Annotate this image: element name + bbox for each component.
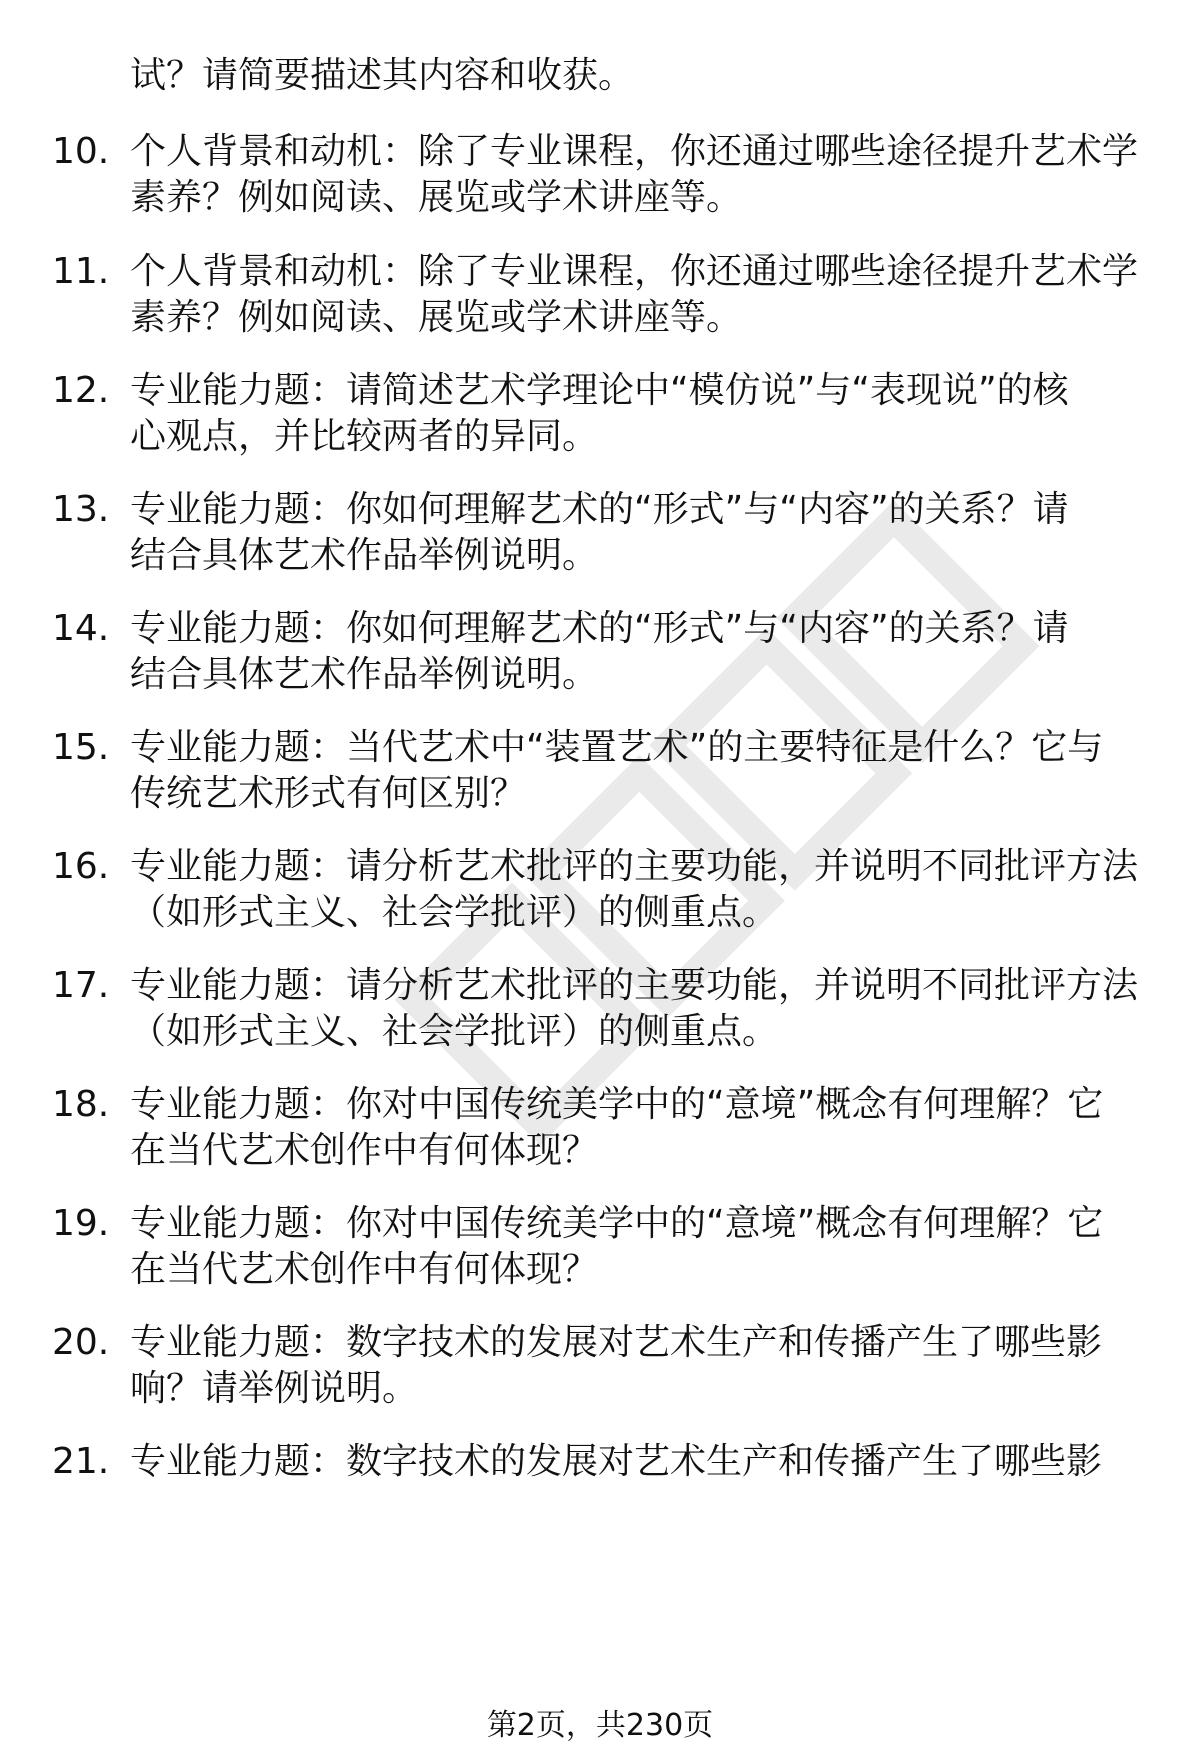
item-text-line1: 专业能力题：你对中国传统美学中的“意境”概念有何理解？它 (130, 1084, 1104, 1125)
item-text-line1: 专业能力题：你如何理解艺术的“形式”与“内容”的关系？请 (130, 489, 1069, 530)
item-number: 11. (52, 251, 110, 292)
item-number: 15. (52, 727, 110, 768)
continuation-text: 试？请简要描述其内容和收获。 (130, 55, 635, 96)
item-text-line1: 个人背景和动机：除了专业课程，你还通过哪些途径提升艺术学 (130, 251, 1139, 292)
item-text-line2: 素养？例如阅读、展览或学术讲座等。 (130, 177, 743, 218)
item-text-line2: 结合具体艺术作品举例说明。 (130, 535, 599, 576)
item-text-line1: 专业能力题：请简述艺术学理论中“模仿说”与“表现说”的核 (130, 370, 1069, 411)
item-number: 20. (52, 1322, 110, 1363)
item-text-line2: 在当代艺术创作中有何体现？ (130, 1130, 599, 1171)
item-number: 21. (52, 1441, 110, 1482)
item-text-line1: 专业能力题：数字技术的发展对艺术生产和传播产生了哪些影 (130, 1322, 1103, 1363)
page-footer: 第2页，共230页 (486, 1708, 714, 1743)
item-number: 17. (52, 965, 110, 1006)
item-text-line2: 心观点，并比较两者的异同。 (130, 416, 599, 457)
item-text-line2: （如形式主义、社会学批评）的侧重点。 (130, 892, 779, 933)
item-number: 19. (52, 1203, 110, 1244)
item-text-line2: （如形式主义、社会学批评）的侧重点。 (130, 1011, 779, 1052)
item-number: 13. (52, 489, 110, 530)
item-number: 16. (52, 846, 110, 887)
item-text-line1: 个人背景和动机：除了专业课程，你还通过哪些途径提升艺术学 (130, 131, 1139, 172)
item-text-line1: 专业能力题：你对中国传统美学中的“意境”概念有何理解？它 (130, 1203, 1104, 1244)
item-text-line1: 专业能力题：数字技术的发展对艺术生产和传播产生了哪些影 (130, 1441, 1103, 1482)
item-number: 12. (52, 370, 110, 411)
item-text-line1: 专业能力题：请分析艺术批评的主要功能，并说明不同批评方法 (130, 965, 1139, 1006)
item-number: 10. (52, 131, 110, 172)
item-text-line2: 响？请举例说明。 (130, 1368, 419, 1409)
item-text-line1: 专业能力题：请分析艺术批评的主要功能，并说明不同批评方法 (130, 846, 1139, 887)
item-number: 18. (52, 1084, 110, 1125)
item-number: 14. (52, 608, 110, 649)
item-text-line2: 在当代艺术创作中有何体现？ (130, 1249, 599, 1290)
item-text-line1: 专业能力题：当代艺术中“装置艺术”的主要特征是什么？它与 (130, 727, 1104, 768)
item-text-line2: 结合具体艺术作品举例说明。 (130, 654, 599, 695)
item-text-line2: 素养？例如阅读、展览或学术讲座等。 (130, 297, 743, 338)
item-text-line1: 专业能力题：你如何理解艺术的“形式”与“内容”的关系？请 (130, 608, 1069, 649)
item-text-line2: 传统艺术形式有何区别？ (130, 773, 527, 814)
